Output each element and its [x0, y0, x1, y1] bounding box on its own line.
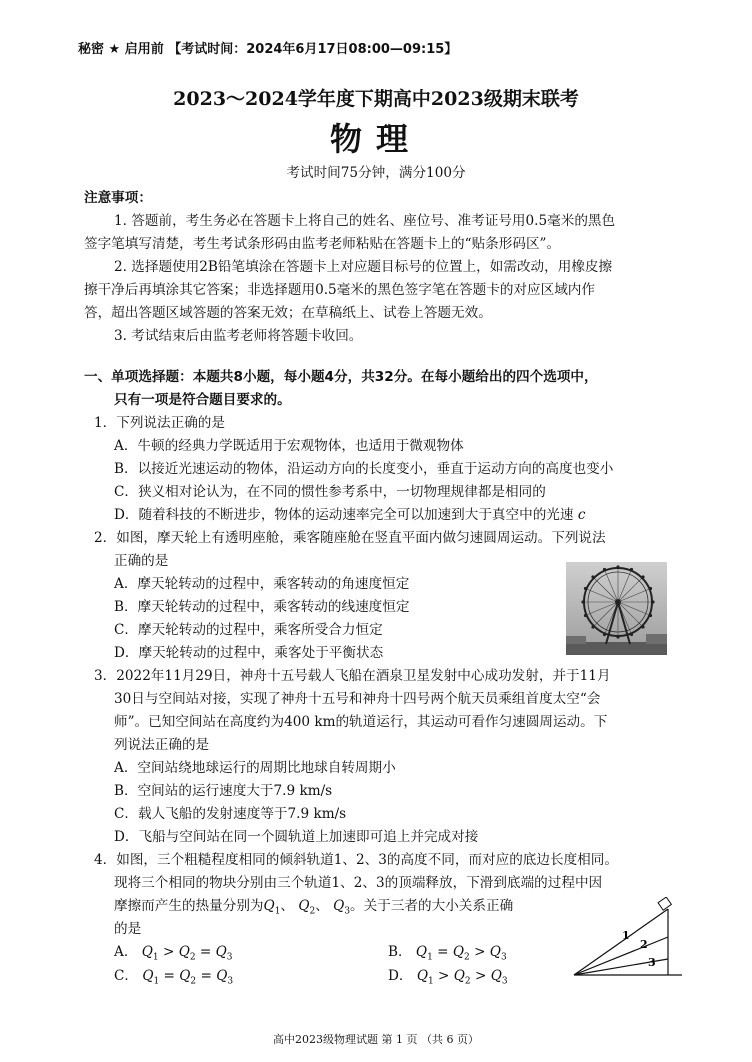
q4-option-b: B． $Q_1 = Q_2 > Q_3$ — [388, 944, 507, 963]
q2-option-b: B．摩天轮转动的过程中，乘客转动的线速度恒定 — [114, 599, 410, 615]
track-label: 1 — [622, 929, 630, 942]
section-heading-cont: 只有一项是符合题目要求的。 — [114, 392, 291, 408]
time-info: 考试时间75分钟，满分100分 — [286, 165, 466, 181]
notice-line: 擦干净后再填涂其它答案；非选择题用0.5毫米的黑色签字笔在答题卡的对应区域内作 — [84, 282, 595, 298]
q2-stem-cont: 正确的是 — [114, 553, 169, 569]
exam-header: 秘密 ★ 启用前 【考试时间：2024年6月17日08:00—09:15】 — [78, 42, 458, 57]
track-label: 3 — [648, 956, 656, 969]
notice-line: 3. 考试结束后由监考老师将答题卡收回。 — [114, 328, 363, 344]
q4-stem-cont: 摩擦而产生的热量分别为$Q_1$、 $Q_2$、 $Q_3$。关于三者的大小关系正确 — [114, 898, 514, 917]
ferris-wheel-photo — [566, 562, 667, 655]
subject-title: 物理 — [329, 120, 422, 158]
q4-stem: 4．如图，三个粗糙程度相同的倾斜轨道1、2、3的高度不同，而对应的底边长度相同。 — [94, 852, 618, 868]
notice-line: 签字笔填写清楚，考生考试条形码由监考老师粘贴在答题卡上的“贴条形码区”。 — [84, 236, 561, 252]
notice-line: 1. 答题前，考生务必在答题卡上将自己的姓名、座位号、准考证号用0.5毫米的黑色 — [114, 213, 616, 229]
page-footer: 高中2023级物理试题 第 1 页 （共 6 页） — [273, 1033, 479, 1046]
q3-stem-cont: 师”。已知空间站在高度约为400 km的轨道运行，其运动可看作匀速圆周运动。下 — [114, 714, 608, 730]
track-label: 2 — [640, 938, 648, 951]
q4-option-c: C． $Q_1 = Q_2 = Q_3$ — [114, 968, 234, 987]
q3-option-b: B．空间站的运行速度大于7.9 km/s — [114, 783, 333, 799]
q1-option-c: C．狭义相对论认为，在不同的惯性参考系中，一切物理规律都是相同的 — [114, 484, 546, 500]
q3-stem: 3．2022年11月29日，神舟十五号载人飞船在酒泉卫星发射中心成功发射，并于11月 — [94, 668, 611, 684]
exam-title: 2023～2024学年度下期高中2023级期末联考 — [173, 88, 579, 110]
notice-line: 答，超出答题区域答题的答案无效；在草稿纸上、试卷上答题无效。 — [84, 305, 492, 321]
q2-stem: 2．如图，摩天轮上有透明座舱，乘客随座舱在竖直平面内做匀速圆周运动。下列说法 — [94, 530, 606, 546]
q2-option-a: A．摩天轮转动的过程中，乘客转动的角速度恒定 — [114, 576, 410, 592]
q4-stem-cont: 的是 — [114, 921, 142, 937]
q3-option-c: C．载人飞船的发射速度等于7.9 km/s — [114, 806, 347, 822]
q3-option-a: A．空间站绕地球运行的周期比地球自转周期小 — [114, 760, 396, 776]
notice-line: 2. 选择题使用2B铅笔填涂在答题卡上对应题目标号的位置上，如需改动，用橡皮擦 — [114, 259, 613, 275]
q2-option-c: C．摩天轮转动的过程中，乘客所受合力恒定 — [114, 622, 383, 638]
q1-option-b: B．以接近光速运动的物体，沿运动方向的长度变小，垂直于运动方向的高度也变小 — [114, 461, 614, 477]
q3-option-d: D．飞船与空间站在同一个圆轨道上加速即可追上并完成对接 — [114, 829, 479, 845]
section-heading: 一、单项选择题：本题共8小题，每小题4分，共32分。在每小题给出的四个选项中， — [84, 369, 598, 385]
q3-stem-cont: 30日与空间站对接，实现了神舟十五号和神舟十四号两个航天员乘组首度太空“会 — [114, 691, 601, 707]
incline-tracks-diagram — [572, 897, 684, 977]
q1-option-a: A．牛顿的经典力学既适用于宏观物体，也适用于微观物体 — [114, 438, 464, 454]
q1-stem: 1．下列说法正确的是 — [94, 415, 225, 431]
q1-option-d: D．随着科技的不断进步，物体的运动速率完全可以加速到大于真空中的光速 c — [114, 507, 586, 523]
notice-heading: 注意事项： — [84, 190, 152, 206]
q2-option-d: D．摩天轮转动的过程中，乘客处于平衡状态 — [114, 645, 384, 661]
q4-option-d: D． $Q_1 > Q_2 > Q_3$ — [388, 968, 508, 987]
q4-option-a: A． $Q_1 > Q_2 = Q_3$ — [114, 944, 233, 963]
q3-stem-cont: 列说法正确的是 — [114, 737, 210, 753]
q4-stem-cont: 现将三个相同的物块分别由三个轨道1、2、3的顶端释放，下滑到底端的过程中因 — [114, 875, 603, 891]
